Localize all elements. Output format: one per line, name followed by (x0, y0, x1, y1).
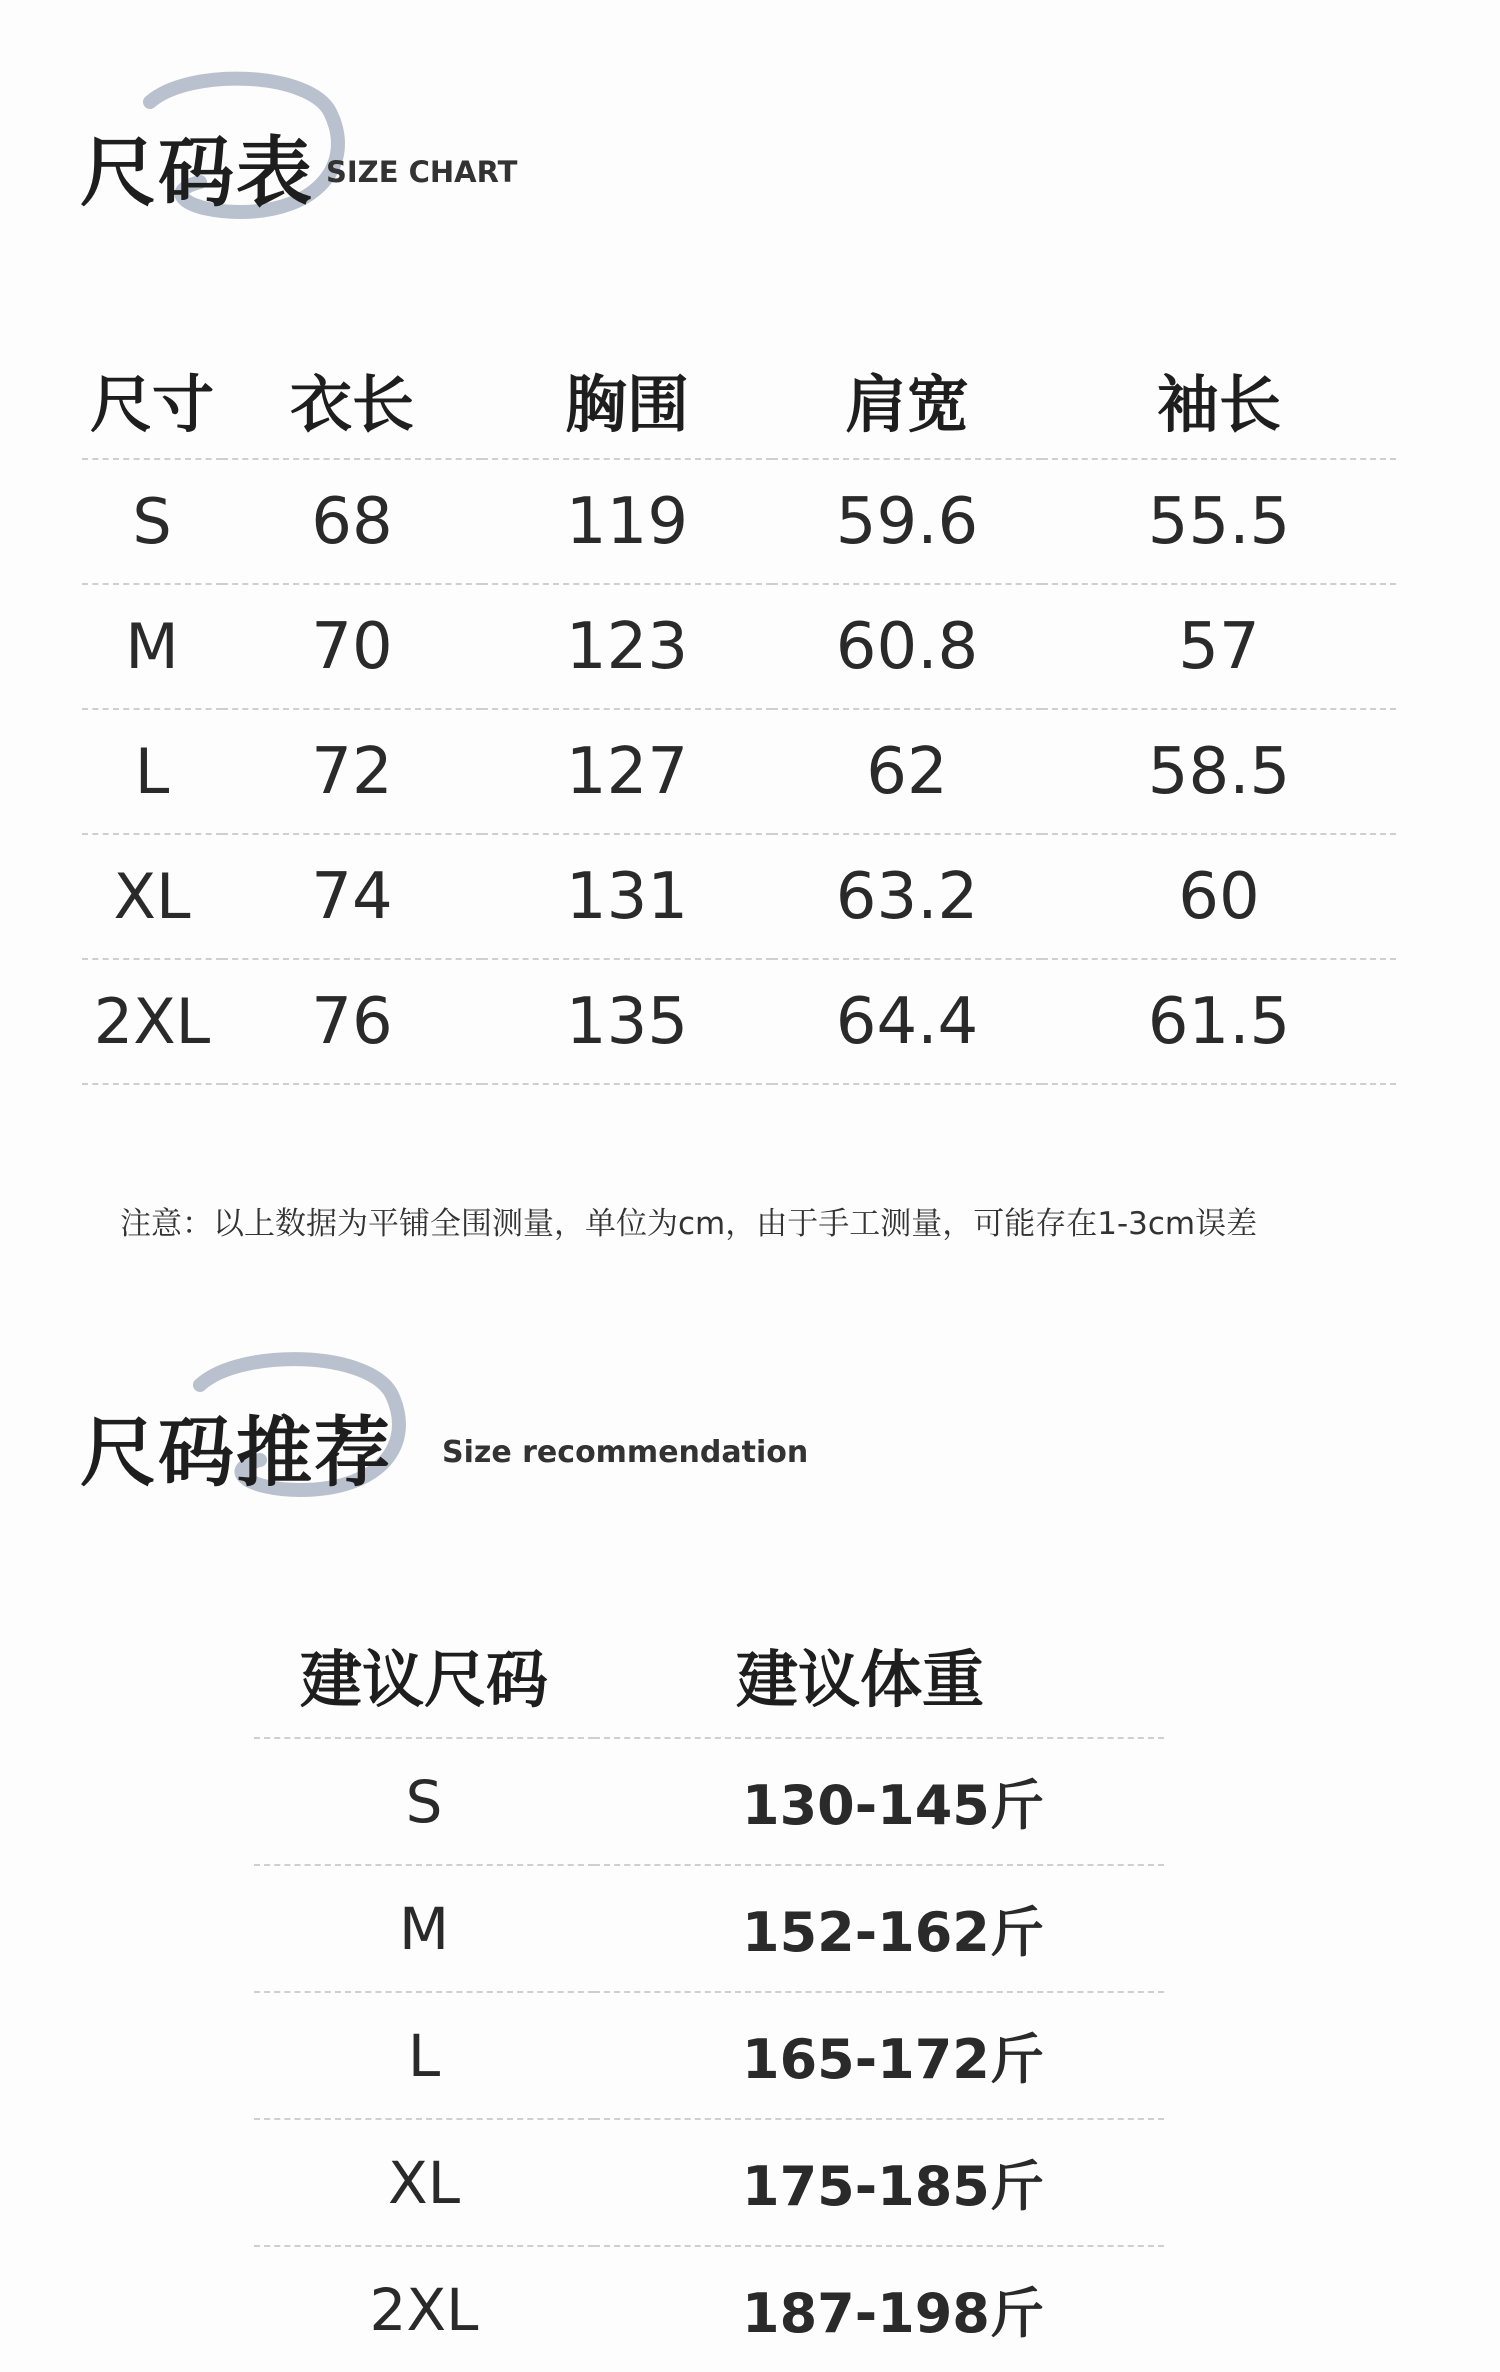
cell-size: XL (82, 834, 222, 959)
cell-chest: 123 (482, 584, 772, 709)
table-row (82, 709, 1396, 834)
cell-sleeve: 57 (1042, 584, 1396, 709)
header-recommended-weight: 建议体重 (736, 1643, 985, 1716)
cell-shoulder: 60.8 (772, 584, 1042, 709)
table-row (82, 584, 1396, 709)
cell-sleeve: 58.5 (1042, 709, 1396, 834)
table-row (254, 2119, 1164, 2246)
cell-size: 2XL (254, 2246, 594, 2372)
cell-weight: 175-185斤 (594, 2119, 1164, 2246)
cell-size: L (254, 1992, 594, 2119)
header-size: 尺寸 (89, 368, 214, 441)
size-recommendation-header-row (254, 1630, 1164, 1738)
cell-length: 72 (222, 709, 482, 834)
cell-size: 2XL (82, 959, 222, 1084)
cell-size: L (82, 709, 222, 834)
size-chart-title-cn: 尺码表 (80, 128, 314, 217)
cell-chest: 135 (482, 959, 772, 1084)
size-recommendation-title-en: Size recommendation (442, 1435, 809, 1470)
cell-chest: 127 (482, 709, 772, 834)
cell-length: 74 (222, 834, 482, 959)
cell-length: 70 (222, 584, 482, 709)
cell-shoulder: 62 (772, 709, 1042, 834)
table-row (254, 1738, 1164, 1865)
cell-length: 68 (222, 459, 482, 584)
cell-size: M (82, 584, 222, 709)
table-row (82, 959, 1396, 1084)
cell-size: S (82, 459, 222, 584)
size-chart-title-en: SIZE CHART (326, 155, 518, 189)
table-row (82, 834, 1396, 959)
cell-shoulder: 64.4 (772, 959, 1042, 1084)
table-row (254, 1992, 1164, 2119)
header-length: 衣长 (289, 368, 414, 441)
measurement-note: 注意：以上数据为平铺全围测量，单位为cm，由于手工测量，可能存在1-3cm误差 (120, 1206, 1258, 1242)
size-chart-header-row (82, 355, 1396, 459)
table-row (254, 2246, 1164, 2372)
cell-weight: 165-172斤 (594, 1992, 1164, 2119)
cell-sleeve: 55.5 (1042, 459, 1396, 584)
size-recommendation-title-cn: 尺码推荐 (80, 1408, 392, 1497)
cell-shoulder: 59.6 (772, 459, 1042, 584)
cell-size: S (254, 1738, 594, 1865)
header-sleeve: 袖长 (1156, 368, 1281, 441)
cell-length: 76 (222, 959, 482, 1084)
size-recommendation-table (254, 1630, 1164, 2372)
cell-chest: 131 (482, 834, 772, 959)
cell-weight: 152-162斤 (594, 1865, 1164, 1992)
cell-shoulder: 63.2 (772, 834, 1042, 959)
cell-weight: 187-198斤 (594, 2246, 1164, 2372)
cell-size: XL (254, 2119, 594, 2246)
cell-weight: 130-145斤 (594, 1738, 1164, 1865)
table-row (254, 1865, 1164, 1992)
table-row (82, 459, 1396, 584)
header-shoulder: 肩宽 (844, 368, 969, 441)
cell-sleeve: 60 (1042, 834, 1396, 959)
header-chest: 胸围 (564, 368, 689, 441)
header-recommended-size: 建议尺码 (299, 1643, 548, 1716)
cell-size: M (254, 1865, 594, 1992)
size-chart-table (82, 355, 1396, 1085)
cell-chest: 119 (482, 459, 772, 584)
cell-sleeve: 61.5 (1042, 959, 1396, 1084)
